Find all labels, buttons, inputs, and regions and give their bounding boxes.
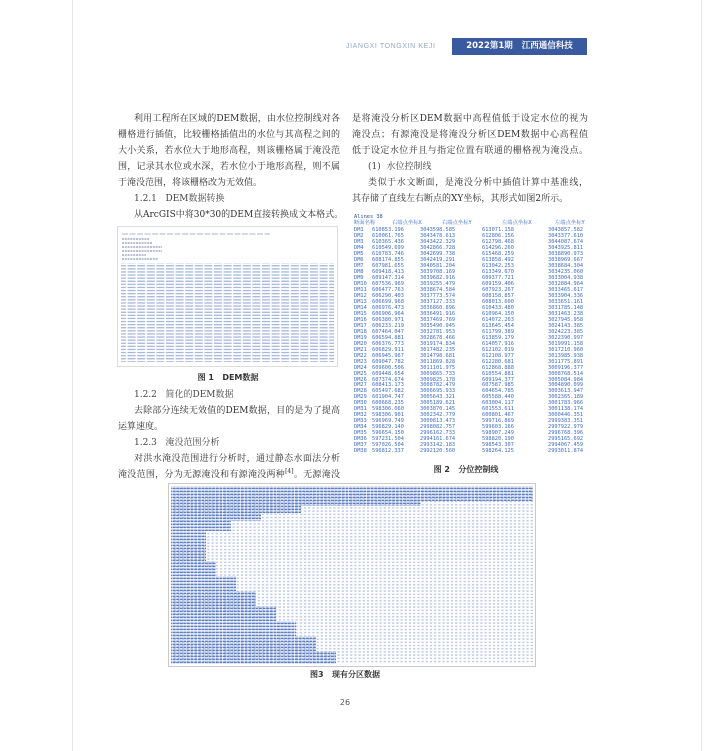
section-name-cell: DM9 — [354, 274, 364, 281]
coordinate-cell: 3033465.617 — [548, 286, 584, 293]
section-name-cell: DM7 — [354, 262, 364, 269]
figure-2-water-level-control-lines — [352, 213, 588, 457]
coordinate-cell: 613859.179 — [482, 334, 514, 341]
coordinate-cell: 3039255.479 — [420, 280, 456, 287]
coordinate-cell: 598306.901 — [372, 412, 404, 419]
coordinate-cell: 2996162.733 — [420, 430, 456, 437]
section-name-cell: DM19 — [354, 334, 367, 341]
coordinate-cell: 3039708.169 — [420, 268, 456, 275]
coordinate-cell: 613042.253 — [482, 262, 514, 269]
section-name-cell: DM28 — [354, 388, 367, 395]
dem-grid-values — [121, 263, 334, 362]
section-name-cell: DM15 — [354, 310, 367, 317]
body-text-line: 围，记录其水位或水深，若水位小于地形高程，则不属 — [118, 162, 340, 172]
body-text-line: 去除部分连续无效值的DEM数据，目的是为了提高 — [134, 406, 340, 416]
coordinate-cell: 3009825.178 — [420, 376, 456, 383]
section-name-cell: DM2 — [354, 232, 364, 239]
coordinate-cell: 614057.916 — [482, 340, 514, 347]
coordinate-cell: 612798.468 — [482, 238, 514, 245]
body-text-line: 对洪水淹没范围进行分析时，通过静态水面法分析 — [134, 454, 340, 464]
coordinate-cell: 609194.377 — [482, 376, 514, 383]
coordinate-cell: 2992120.560 — [420, 448, 456, 455]
coordinate-cell: 3031785.148 — [548, 304, 584, 311]
coordinate-cell: 607464.047 — [372, 328, 404, 335]
coordinate-cell: 3037773.574 — [420, 292, 456, 299]
section-name-cell: DM8 — [354, 268, 364, 275]
coordinate-cell: 609377.721 — [482, 274, 514, 281]
coordinate-cell: 3043598.585 — [420, 227, 456, 233]
body-text-line: 运算速度。 — [118, 422, 164, 432]
page-edge-right — [701, 0, 702, 751]
journal-name-english: JIANGXI TONGXIN KEJI — [346, 43, 436, 50]
table-row — [352, 448, 588, 454]
figure-3-graphic — [169, 484, 535, 666]
coordinate-cell: 608158.857 — [482, 292, 514, 299]
coordinate-cell: 3033004.938 — [548, 274, 584, 281]
coordinate-cell: 3033651.161 — [548, 298, 584, 305]
coordinate-cell: 610061.765 — [372, 232, 404, 239]
body-text-fragment: 。无源淹没 — [293, 470, 340, 480]
coordinate-cell: 615468.259 — [482, 250, 514, 257]
section-name-cell: DM4 — [354, 244, 364, 251]
coordinate-cell: 610549.699 — [372, 244, 404, 251]
coordinate-cell: 610964.150 — [482, 310, 514, 317]
section-name-cell: DM13 — [354, 298, 367, 305]
coordinate-cell: 3005189.621 — [420, 400, 456, 407]
coordinate-cell: 3014798.681 — [420, 352, 456, 359]
coordinate-cell: 3037127.333 — [420, 298, 456, 305]
coordinate-cell: 614296.260 — [482, 244, 514, 251]
coordinate-cell: 612806.156 — [482, 232, 514, 239]
coordinate-cell: 3009196.377 — [548, 364, 584, 371]
figure-1-caption: 图 1 DEM数据 — [197, 373, 259, 382]
coordinate-cell: 612108.977 — [482, 352, 514, 359]
coordinate-cell: 598264.125 — [482, 448, 514, 455]
coordinate-cell: 606829.911 — [372, 346, 404, 353]
body-text-line: 于淹没范围，将该栅格改为无效值。 — [118, 178, 263, 188]
section-name-cell: DM18 — [354, 328, 367, 335]
coordinate-cell: 3002365.189 — [548, 394, 584, 401]
coordinate-cell: 2997922.979 — [548, 424, 584, 431]
coordinate-cell: 601553.611 — [482, 406, 514, 413]
journal-name-chinese: 江西通信科技 — [521, 41, 573, 51]
figure-1-graphic — [118, 227, 337, 366]
coordinate-cell: 609047.782 — [372, 358, 404, 365]
coordinate-cell: 596812.337 — [372, 448, 404, 455]
journal-issue: 2022第1期 — [466, 41, 513, 51]
section-name-cell: DM34 — [354, 424, 367, 431]
reference-citation: [4] — [285, 468, 294, 475]
coordinate-cell: 612280.681 — [482, 358, 514, 365]
coordinate-cell: 3038969.667 — [548, 256, 584, 263]
coordinate-cell: 613645.454 — [482, 322, 514, 329]
coordinate-cell: 603004.117 — [482, 400, 514, 407]
figure-2-caption: 图 2 分位控制线 — [433, 465, 499, 474]
coordinate-cell: 610365.436 — [372, 238, 404, 245]
page-number: 26 — [339, 698, 351, 707]
coordinate-cell: 3008768.514 — [548, 370, 584, 377]
coordinate-cell: 3005643.321 — [420, 394, 456, 401]
table-title: Alines 38 — [354, 214, 383, 220]
column-header: 右端点坐标X — [392, 220, 422, 226]
column-header: 左端点坐标X — [502, 220, 532, 226]
coordinate-cell: 606699.968 — [372, 298, 404, 305]
coordinate-cell: 607536.969 — [372, 280, 404, 287]
section-name-cell: DM38 — [354, 448, 367, 455]
coordinate-cell: 3028678.466 — [420, 334, 456, 341]
section-name-cell: DM16 — [354, 316, 367, 323]
coordinate-cell: 3033904.336 — [548, 292, 584, 299]
section-name-cell: DM37 — [354, 442, 367, 449]
coordinate-cell: 3011101.975 — [420, 364, 456, 371]
section-name-cell: DM24 — [354, 364, 367, 371]
coordinate-cell: 3004890.099 — [548, 382, 584, 389]
section-name-cell: DM6 — [354, 256, 364, 263]
coordinate-cell: 610783.746 — [372, 250, 404, 257]
coordinate-cell: 598543.307 — [482, 442, 514, 449]
coordinate-cell: 3013985.938 — [548, 352, 584, 359]
coordinate-cell: 607923.267 — [482, 286, 514, 293]
coordinate-cell: 3039682.916 — [420, 274, 456, 281]
coordinate-cell: 606380.971 — [372, 316, 404, 323]
coordinate-cell: 3043478.613 — [420, 232, 456, 239]
coordinate-cell: 3005084.984 — [548, 376, 584, 383]
coordinate-cell: 3040581.204 — [420, 262, 456, 269]
section-name-cell: DM30 — [354, 400, 367, 407]
body-text-line: 类似于水文断面，是淹没分析中插值计算中基准线， — [368, 178, 588, 188]
coordinate-cell: 3001783.966 — [548, 400, 584, 407]
section-name-cell: DM25 — [354, 370, 367, 377]
coordinate-cell: 600801.467 — [482, 412, 514, 419]
coordinate-cell: 596969.749 — [372, 418, 404, 425]
coordinate-cell: 606976.473 — [372, 304, 404, 311]
coordinate-cell: 606477.763 — [372, 286, 404, 293]
coordinate-cell: 611799.389 — [482, 328, 514, 335]
coordinate-cell: 610554.881 — [482, 370, 514, 377]
section-name-cell: DM36 — [354, 436, 367, 443]
coordinate-cell: 598907.249 — [482, 430, 514, 437]
coordinate-cell: 3042419.291 — [420, 256, 456, 263]
coordinate-cell: 612868.888 — [482, 364, 514, 371]
coordinate-cell: 3022390.997 — [548, 334, 584, 341]
coordinate-cell: 608413.173 — [372, 382, 404, 389]
coordinate-cell: 607981.655 — [372, 262, 404, 269]
section-name-cell: DM33 — [354, 418, 367, 425]
coordinate-cell: 604654.785 — [482, 388, 514, 395]
body-text-line: 栅格进行插值，比较栅格插值出的水位与其高程之间的 — [118, 130, 340, 140]
coordinate-cell: 596829.140 — [372, 424, 404, 431]
coordinate-cell: 2994161.674 — [420, 436, 456, 443]
body-text-line: 大小关系，若水位大于地形高程，则该栅格属于淹没范 — [118, 146, 340, 156]
coordinate-cell: 596654.150 — [372, 430, 404, 437]
coordinate-cell: 610433.480 — [482, 304, 514, 311]
coordinate-cell: 613349.670 — [482, 268, 514, 275]
coordinate-cell: 3044087.674 — [548, 238, 584, 245]
coordinate-cell: 3017482.235 — [420, 346, 456, 353]
coordinate-cell: 3038890.973 — [548, 250, 584, 257]
coordinate-cell: 609448.654 — [372, 370, 404, 377]
coordinate-cell: 3017210.960 — [548, 346, 584, 353]
coordinate-cell: 2993142.183 — [420, 442, 456, 449]
coordinate-cell: 3031463.238 — [548, 310, 584, 317]
coordinate-cell: 599716.869 — [482, 418, 514, 425]
coordinate-cell: 3008782.479 — [420, 382, 456, 389]
coordinate-cell: 3043422.329 — [420, 238, 456, 245]
coordinate-cell: 606290.403 — [372, 292, 404, 299]
coordinate-cell: 606233.219 — [372, 322, 404, 329]
section-heading-1-2-1: 1.2.1 DEM数据转换 — [134, 194, 225, 204]
coordinate-cell: 2998082.757 — [420, 424, 456, 431]
coordinate-cell: 3024143.385 — [548, 322, 584, 329]
figure-3-caption: 图3 现有分区数据 — [310, 670, 380, 679]
section-name-cell: DM26 — [354, 376, 367, 383]
coordinate-cell: 3001138.174 — [548, 406, 584, 413]
section-name-cell: DM22 — [354, 352, 367, 359]
coordinate-cell: 601904.747 — [372, 394, 404, 401]
list-item-heading: (1) 水位控制线 — [368, 162, 432, 172]
coordinate-cell: 598820.190 — [482, 436, 514, 443]
section-name-cell: DM12 — [354, 292, 367, 299]
column-header: 断面名称 — [354, 220, 376, 226]
coordinate-cell: 3038674.584 — [420, 286, 456, 293]
coordinate-cell: 3027945.958 — [548, 316, 584, 323]
coordinate-cell: 3003870.145 — [420, 406, 456, 413]
section-name-cell: DM3 — [354, 238, 364, 245]
body-text-line: 其存储了直线左右断点的XY坐标，其形式如图2所示。 — [352, 194, 569, 204]
section-name-cell: DM17 — [354, 322, 367, 329]
coordinate-cell: 608174.855 — [372, 256, 404, 263]
coordinate-cell: 606594.881 — [372, 334, 404, 341]
body-text-line: 低于设定水位并且与指定位置有联通的栅格视为淹没点。 — [352, 146, 588, 156]
coordinate-cell: 600668.235 — [372, 400, 404, 407]
coordinate-cell: 612102.019 — [482, 346, 514, 353]
coordinate-cell: 2995165.692 — [548, 436, 584, 443]
coordinate-cell: 606906.964 — [372, 310, 404, 317]
column-header: 左端点坐标Y — [555, 220, 585, 226]
section-name-cell: DM21 — [354, 346, 367, 353]
journal-header-band — [452, 38, 587, 55]
body-text-line: 淹没点；有源淹没是将淹没分析区DEM数据中心高程值 — [352, 130, 588, 140]
figure-3-existing-zone-data — [168, 483, 536, 667]
coordinate-cell: 3000446.351 — [548, 412, 584, 419]
section-name-cell: DM11 — [354, 286, 367, 293]
page-edge-left — [72, 0, 73, 751]
coordinate-cell: 3000813.473 — [420, 418, 456, 425]
coordinate-cell: 606376.773 — [372, 340, 404, 347]
coordinate-cell: 3042866.728 — [420, 244, 456, 251]
coordinate-cell: 3003613.947 — [548, 388, 584, 395]
coordinate-cell: 607374.674 — [372, 376, 404, 383]
coordinate-rows — [352, 227, 588, 456]
coordinate-cell: 3009865.733 — [420, 370, 456, 377]
coordinate-cell: 3032781.953 — [420, 328, 456, 335]
section-name-cell: DM10 — [354, 280, 367, 287]
coordinate-cell: 3043925.811 — [548, 244, 584, 251]
body-text-fragment: 淹没范围，分为无源淹没和有源淹没两种 — [118, 470, 286, 480]
section-heading-1-2-2: 1.2.2 简化的DEM数据 — [134, 390, 234, 400]
section-name-cell: DM14 — [354, 304, 367, 311]
coordinate-cell: 3011869.828 — [420, 358, 456, 365]
coordinate-cell: 3036491.916 — [420, 310, 456, 317]
figure-1-dem-data — [117, 226, 338, 367]
coordinate-cell: 3011775.891 — [548, 358, 584, 365]
coordinate-cell: 3034235.060 — [548, 268, 584, 275]
coordinate-cell: 3038684.304 — [548, 262, 584, 269]
coordinate-cell: 614072.263 — [482, 316, 514, 323]
coordinate-cell: 2999383.351 — [548, 418, 584, 425]
coordinate-cell: 3024223.385 — [548, 328, 584, 335]
coordinate-cell: 598306.060 — [372, 406, 404, 413]
section-name-cell: DM27 — [354, 382, 367, 389]
coordinate-cell: 3036860.896 — [420, 304, 456, 311]
body-text-line: 利用工程所在区域的DEM数据，由水位控制线对各 — [134, 114, 340, 124]
coordinate-cell: 3043377.610 — [548, 232, 584, 239]
coordinate-cell: 3043857.582 — [548, 227, 584, 233]
coordinate-cell: 609147.314 — [372, 274, 404, 281]
section-name-cell: DM29 — [354, 394, 367, 401]
body-text-line: 是将淹没分析区DEM数据中高程值低于设定水位的视为 — [352, 114, 588, 124]
coordinate-cell: 599603.166 — [482, 424, 514, 431]
coordinate-cell: 597231.504 — [372, 436, 404, 443]
body-text-line: 从ArcGIS中将30*30的DEM直接转换成文本格式。 — [134, 210, 344, 220]
coordinate-cell: 606945.967 — [372, 352, 404, 359]
coordinate-cell: 2993011.874 — [548, 448, 584, 455]
coordinate-cell: 608013.600 — [482, 298, 514, 305]
section-name-cell: DM35 — [354, 430, 367, 437]
coordinate-cell: 3002342.779 — [420, 412, 456, 419]
coordinate-cell: 609600.506 — [372, 364, 404, 371]
section-name-cell: DM5 — [354, 250, 364, 257]
coordinate-cell: 2994067.459 — [548, 442, 584, 449]
section-name-cell: DM20 — [354, 340, 367, 347]
coordinate-cell: 609159.406 — [482, 280, 514, 287]
coordinate-cell: 613071.158 — [482, 227, 514, 233]
coordinate-cell: 3042699.738 — [420, 250, 456, 257]
section-name-cell: DM23 — [354, 358, 367, 365]
coordinate-cell: 3006695.933 — [420, 388, 456, 395]
coordinate-cell: 3032884.964 — [548, 280, 584, 287]
coordinate-cell: 613858.492 — [482, 256, 514, 263]
coordinate-cell: 609418.413 — [372, 268, 404, 275]
coordinate-cell: 605588.440 — [482, 394, 514, 401]
coordinate-cell: 605497.682 — [372, 388, 404, 395]
section-name-cell: DM31 — [354, 406, 367, 413]
coordinate-cell: 2996768.396 — [548, 430, 584, 437]
coordinate-cell: 597026.504 — [372, 442, 404, 449]
section-name-cell: DM32 — [354, 412, 367, 419]
body-text-line — [118, 469, 340, 481]
section-name-cell: DM1 — [354, 227, 364, 233]
column-header: 右端点坐标Y — [442, 220, 472, 226]
section-heading-1-2-3: 1.2.3 淹没范围分析 — [134, 438, 220, 448]
coordinate-cell: 3035490.945 — [420, 322, 456, 329]
coordinate-cell: 3037469.769 — [420, 316, 456, 323]
coordinate-cell: 610853.196 — [372, 227, 404, 233]
coordinate-cell: 3019174.834 — [420, 340, 456, 347]
coordinate-cell: 607587.985 — [482, 382, 514, 389]
coordinate-cell: 3019991.158 — [548, 340, 584, 347]
table-header-row — [352, 220, 588, 226]
